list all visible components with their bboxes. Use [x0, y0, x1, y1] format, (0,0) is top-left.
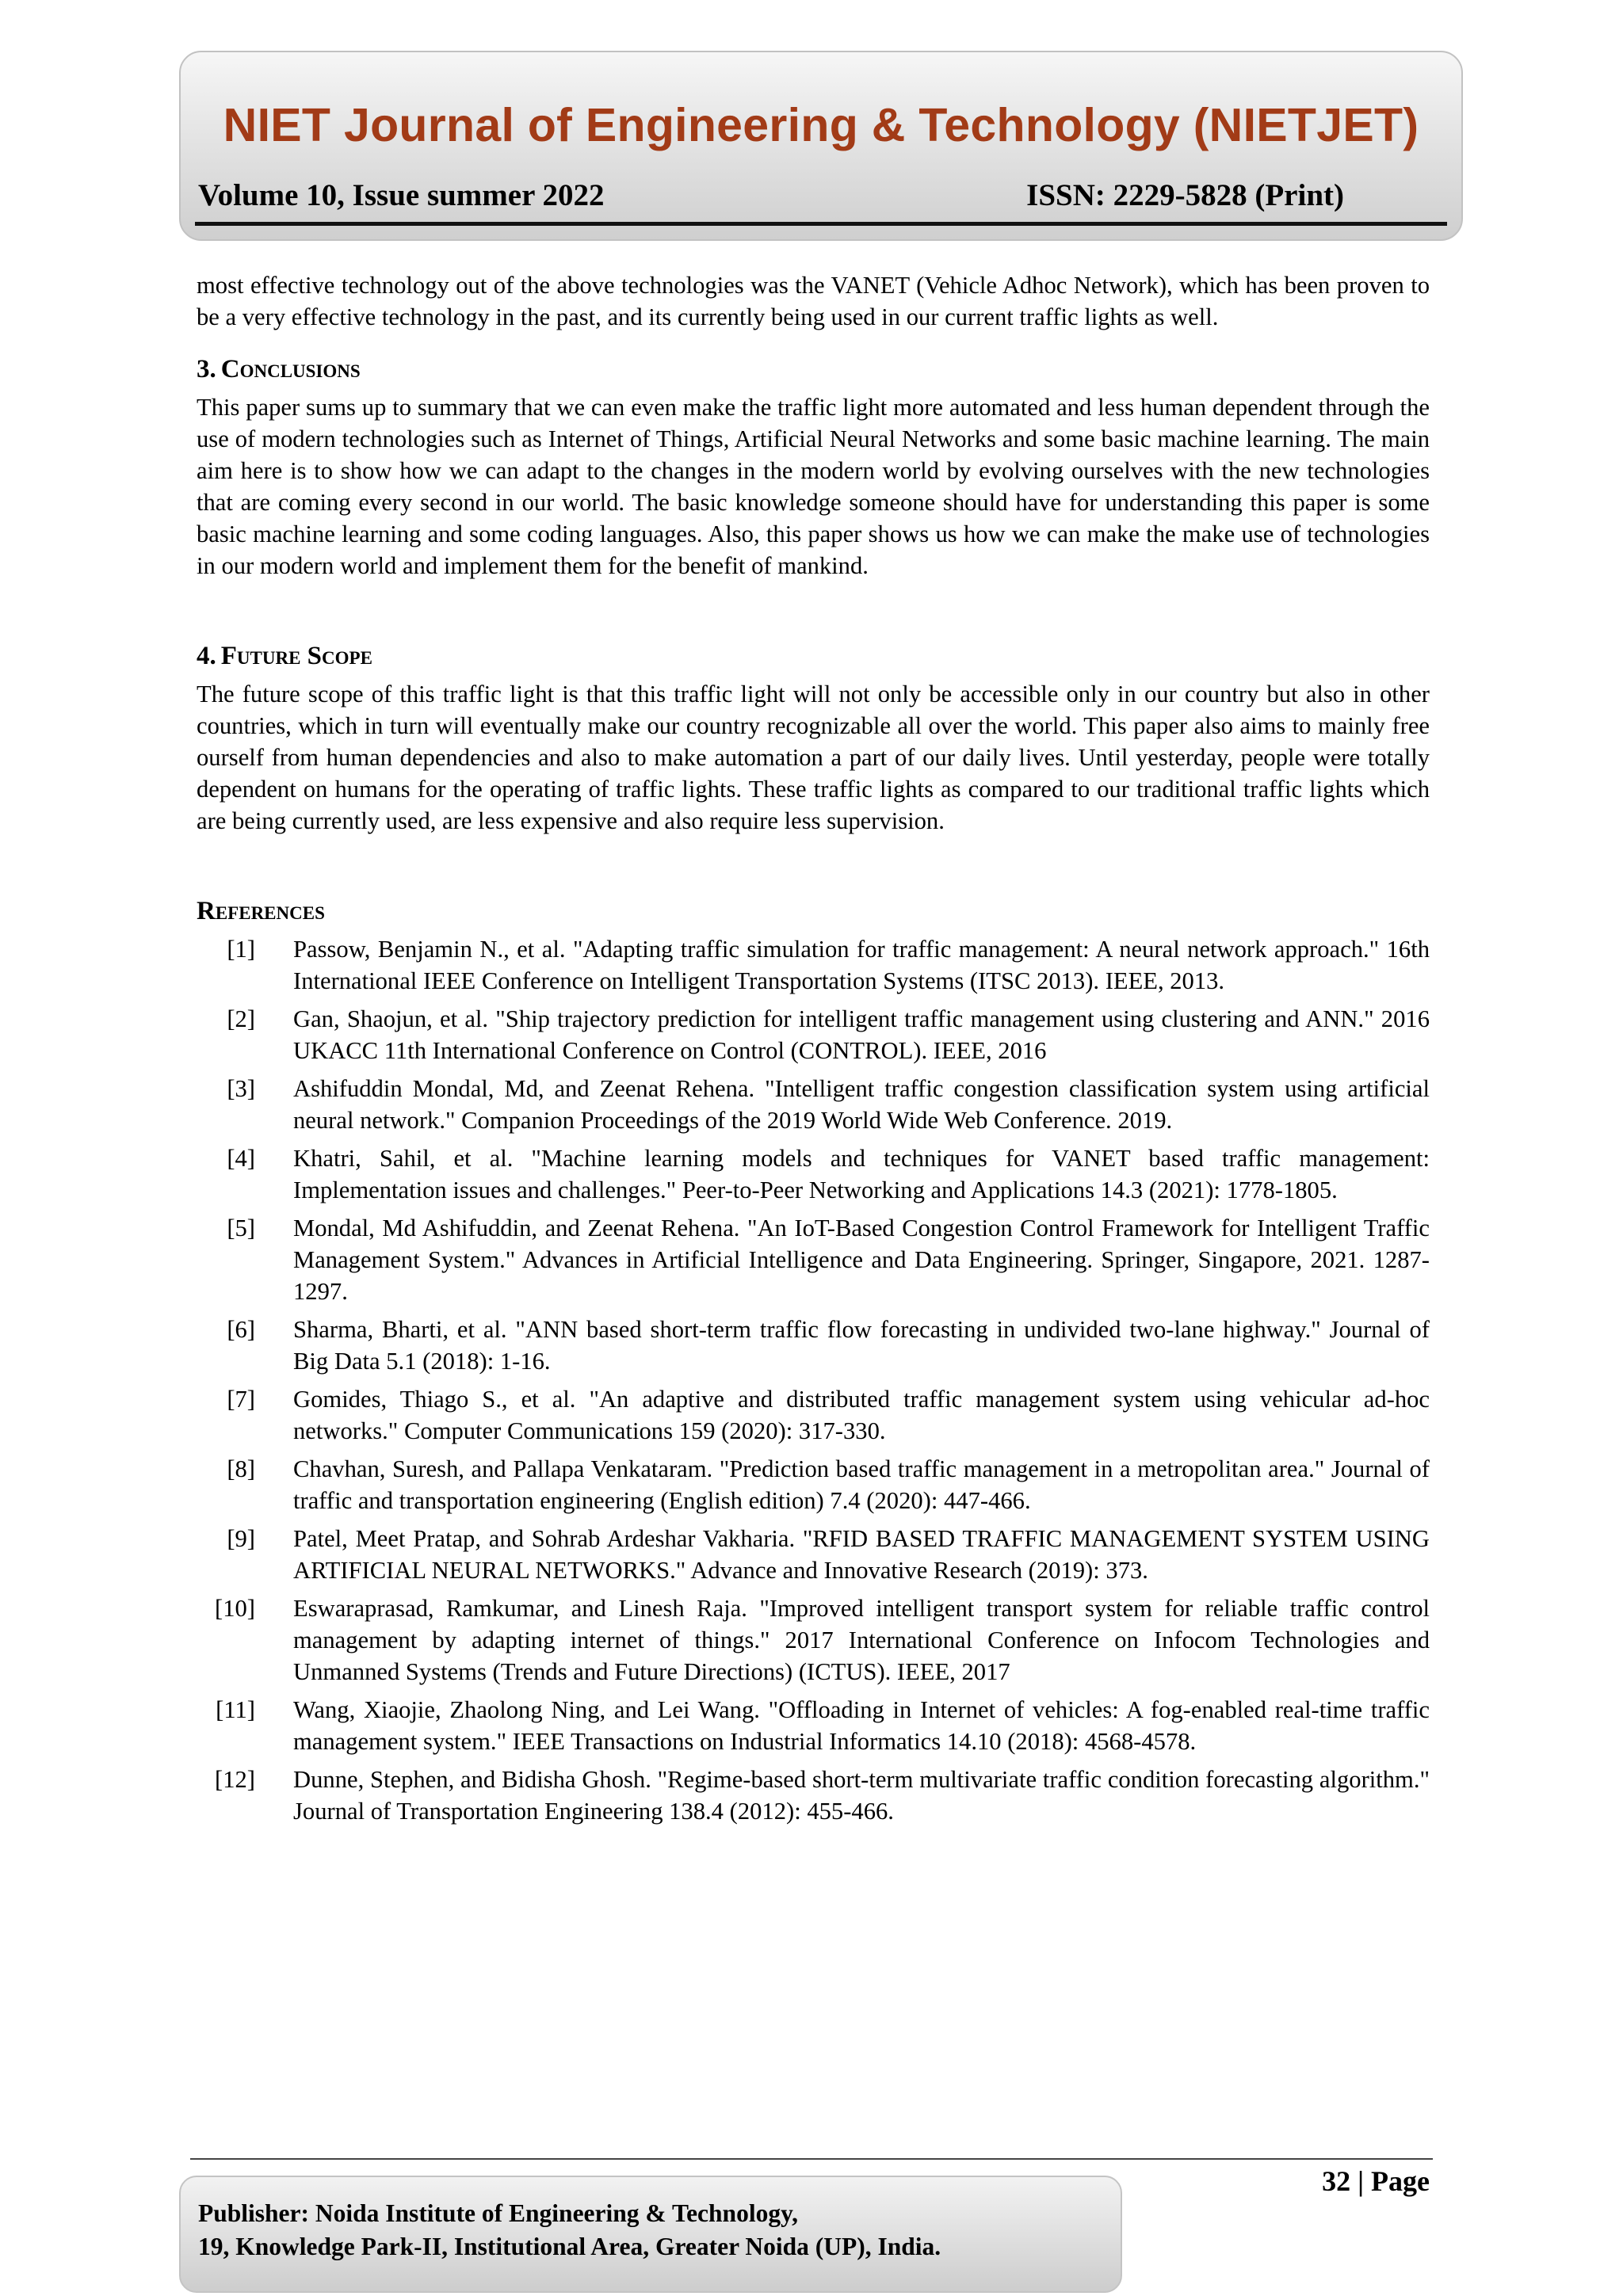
- reference-item: [197, 1003, 1430, 1066]
- reference-text: Chavhan, Suresh, and Pallapa Venkataram. "Prediction based traffic management in a metropolitan area." Journal of traffic and transportation engineering (English edition) 7.4 (2020): 447-466.: [293, 1455, 1430, 1514]
- reference-item: [197, 1764, 1430, 1827]
- reference-number: [11]: [216, 1696, 255, 1723]
- reference-text: Eswaraprasad, Ramkumar, and Linesh Raja. "Improved intelligent transport system for reliable traffic control management by adapting internet of things." 2017 International Conference on Infocom Technologies and Unmanned Systems (Trends and Future Directions) (ICTUS). IEEE, 2017: [293, 1595, 1430, 1685]
- reference-item: [197, 1073, 1430, 1136]
- reference-number: [10]: [215, 1595, 255, 1622]
- reference-text: Gomides, Thiago S., et al. "An adaptive and distributed traffic management system using vehicular ad-hoc networks." Computer Communications 159 (2020): 317-330.: [293, 1386, 1430, 1444]
- reference-item: [197, 1383, 1430, 1447]
- reference-text: Wang, Xiaojie, Zhaolong Ning, and Lei Wang. "Offloading in Internet of vehicles: A fog-enabled real-time traffic management system." IEEE Transactions on Industrial Informatics 14.10 (2018): 4568-4578.: [293, 1696, 1430, 1755]
- reference-item: [197, 933, 1430, 997]
- references-heading: References: [197, 897, 325, 925]
- issn: ISSN: 2229-5828 (Print): [1026, 178, 1344, 212]
- reference-item: [197, 1142, 1430, 1206]
- reference-number: [8]: [227, 1455, 255, 1482]
- reference-text: Sharma, Bharti, et al. "ANN based short-term traffic flow forecasting in undivided two-lane highway." Journal of Big Data 5.1 (2018): 1-16.: [293, 1316, 1430, 1375]
- references-section: [197, 895, 1430, 1827]
- reference-number: [5]: [227, 1215, 255, 1241]
- volume-issue: Volume 10, Issue summer 2022: [198, 178, 605, 212]
- reference-number: [7]: [227, 1386, 255, 1413]
- conclusions-heading: [197, 353, 1430, 385]
- reference-number: [4]: [227, 1145, 255, 1172]
- future-scope-section: [197, 640, 1430, 837]
- reference-item: [197, 1453, 1430, 1516]
- conclusions-number: 3.: [197, 355, 216, 383]
- reference-text: Gan, Shaojun, et al. "Ship trajectory prediction for intelligent traffic management using clustering and ANN." 2016 UKACC 11th International Conference on Control (CONTROL). IEEE, 2016: [293, 1005, 1430, 1064]
- reference-text: Patel, Meet Pratap, and Sohrab Ardeshar Vakharia. "RFID BASED TRAFFIC MANAGEMENT SYSTEM USING ARTIFICIAL NEURAL NETWORKS." Advance and Innovative Research (2019): 373.: [293, 1525, 1430, 1584]
- publisher-footer: [179, 2176, 1122, 2293]
- reference-text: Ashifuddin Mondal, Md, and Zeenat Rehena. "Intelligent traffic congestion classification system using artificial neural network." Companion Proceedings of the 2019 World Wide Web Conference. 2019.: [293, 1075, 1430, 1134]
- footer-divider: [190, 2158, 1433, 2160]
- conclusions-text: This paper sums up to summary that we can even make the traffic light more automated and less human dependent through the use of modern technologies such as Internet of Things, Artificial Neural Networks and some basic machine learning. The main aim here is to show how we can adapt to the changes in the modern world by evolving ourselves with the new technologies that are coming every second in our world. The basic knowledge someone should have for understanding this paper is some basic machine learning and some coding languages. Also, this paper shows us how we can make the make use of technologies in our modern world and implement them for the benefit of mankind.: [197, 394, 1430, 579]
- reference-item: [197, 1592, 1430, 1688]
- conclusions-title: Conclusions: [220, 355, 361, 383]
- reference-number: [3]: [227, 1075, 255, 1102]
- references-list: [197, 933, 1430, 1827]
- reference-item: [197, 1314, 1430, 1377]
- page-number: 32 | Page: [1322, 2165, 1430, 2197]
- reference-item: [197, 1694, 1430, 1757]
- conclusions-section: [197, 353, 1430, 582]
- future-scope-text: The future scope of this traffic light is that this traffic light will not only be accessible only in our country but also in other countries, which in turn will eventually make our country recognizable all over the world. This paper also aims to mainly free ourself from human dependencies and also to make automation a part of our daily lives. Until yesterday, people were totally dependent on humans for the operating of traffic lights. These traffic lights as compared to our traditional traffic lights which are being currently used, are less expensive and also require less supervision.: [197, 681, 1430, 834]
- future-scope-heading: [197, 640, 1430, 672]
- publisher-address: 19, Knowledge Park-II, Institutional Area, Greater Noida (UP), India.: [198, 2233, 941, 2260]
- reference-number: [6]: [227, 1316, 255, 1343]
- reference-text: Passow, Benjamin N., et al. "Adapting traffic simulation for traffic management: A neural network approach." 16th International IEEE Conference on Intelligent Transportation Systems (ITSC 2013). IEEE, 2013.: [293, 936, 1430, 994]
- reference-text: Dunne, Stephen, and Bidisha Ghosh. "Regime-based short-term multivariate traffic condition forecasting algorithm." Journal of Transportation Engineering 138.4 (2012): 455-466.: [293, 1766, 1430, 1825]
- reference-number: [2]: [227, 1005, 255, 1032]
- reference-text: Mondal, Md Ashifuddin, and Zeenat Rehena. "An IoT-Based Congestion Control Framework for Intelligent Traffic Management System." Advances in Artificial Intelligence and Data Engineering. Springer, Singapore, 2021. 1287-1297.: [293, 1215, 1430, 1305]
- header-divider: [195, 222, 1447, 226]
- reference-text: Khatri, Sahil, et al. "Machine learning models and techniques for VANET based traffic management: Implementation issues and challenges." Peer-to-Peer Networking and Applications 14.3 (2021): 1778-1805.: [293, 1145, 1430, 1203]
- page-content: [197, 269, 1430, 1833]
- reference-number: [1]: [227, 936, 255, 963]
- journal-header: [179, 51, 1463, 241]
- future-scope-number: 4.: [197, 642, 216, 670]
- journal-title: NIET Journal of Engineering & Technology (NIETJET): [223, 99, 1419, 151]
- intro-paragraph: most effective technology out of the above technologies was the VANET (Vehicle Adhoc Network), which has been proven to be a very effective technology in the past, and its currently being used in our current traffic lights as well.: [197, 272, 1430, 330]
- future-scope-title: Future Scope: [220, 642, 372, 670]
- reference-number: [12]: [215, 1766, 255, 1793]
- reference-item: [197, 1523, 1430, 1586]
- reference-item: [197, 1212, 1430, 1307]
- publisher-name: Publisher: Noida Institute of Engineering & Technology,: [198, 2199, 798, 2227]
- reference-number: [9]: [227, 1525, 255, 1552]
